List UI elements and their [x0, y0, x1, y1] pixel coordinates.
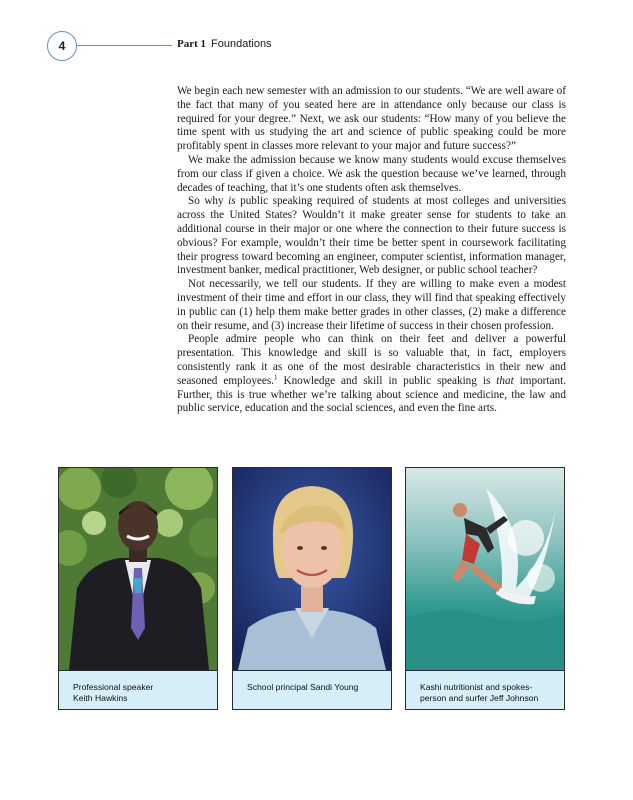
caption-sandi-young: School principal Sandi Young	[247, 682, 359, 692]
paragraph-3: So why is public speaking required of students at most colleges and universities across the United States? Wouldn’t it make greater sense for students to take an additional course in their major or one where the connection to their future success is obvious? For example, wouldn’t their time be better spent in coursework facilitating their progress toward becoming an engineer, computer scientist, information manager, investment banker, medical practitioner, Web designer, or public school teacher?	[177, 195, 566, 277]
photo-keith-hawkins	[59, 468, 217, 671]
photo-card-jeff-johnson	[405, 467, 565, 710]
speaker-portrait-image	[59, 468, 217, 670]
section-title: Foundations	[211, 38, 272, 50]
page-number: 4	[47, 31, 77, 61]
header-rule	[76, 45, 172, 46]
part-label: Part 1	[177, 38, 207, 50]
photo-card-sandi-young	[232, 467, 392, 710]
surfer-action-image	[406, 468, 564, 670]
photo-sandi-young	[233, 468, 391, 671]
principal-portrait-image	[233, 468, 391, 670]
paragraph-5: People admire people who can think on their feet and deliver a powerful presentation. This knowledge and skill is so valuable that, in fact, employers consistently rank it as one of the most desirable characteristics in their new and seasoned employees.$^1$ Knowledge and skill in public speaking is that important. Further, this is true whether we’re talking about science and medicine, the law and public service, education and the social sciences, and even the fine arts.	[177, 333, 566, 415]
paragraph-1: We begin each new semester with an admission to our students. “We are well aware of the fact that many of you seated here are in attendance only because our class is required for your degree.” Next, we ask our students: “How many of you believe the time spent with us studying the art and science of public speaking could be more profitably spent in classes more relevant to your major and future success?”	[177, 85, 566, 153]
photo-card-keith-hawkins	[58, 467, 218, 710]
photo-jeff-johnson	[406, 468, 564, 671]
emphasis-that: that	[496, 374, 514, 387]
body-text	[177, 85, 566, 416]
footnote-marker[interactable]: 1	[274, 373, 278, 381]
paragraph-2: We make the admission because we know many students would excuse themselves from our class if given a choice. We ask the question because we’ve learned, through decades of teaching, that it’s one students often ask themselves.	[177, 153, 566, 194]
emphasis-is: is	[228, 195, 236, 208]
paragraph-4: Not necessarily, we tell our students. If they are willing to make even a modest investment of their time and effort in our class, they will find that speaking effectively in public can (1) help them make better grades in other classes, (2) make a difference on their resume, and (3) increase their lifetime of success in their chosen profession.	[177, 278, 566, 332]
caption-keith-hawkins: Professional speaker Keith Hawkins	[73, 682, 154, 703]
caption-jeff-johnson: Kashi nutritionist and spokes- person and surfer Jeff Johnson	[420, 682, 539, 703]
running-head	[177, 38, 272, 50]
